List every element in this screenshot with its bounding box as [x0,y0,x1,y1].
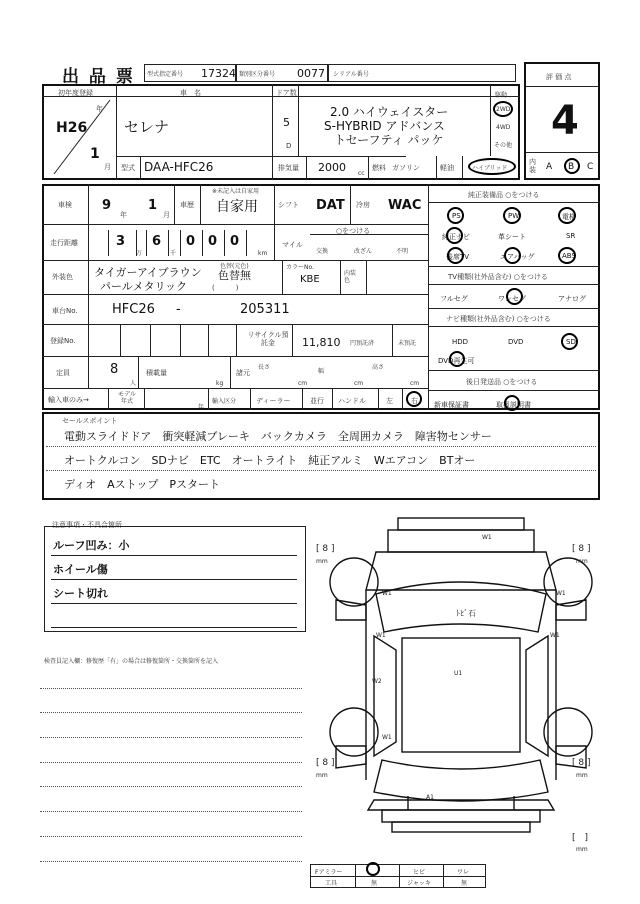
mileage-digit-5: 0 [230,234,240,249]
form-title: 出 品 票 [62,67,135,87]
color-line-2: パールメタリック [100,280,188,293]
mirror-circle [558,207,576,224]
handle-right-circle [406,391,422,407]
airbag-circle [504,247,521,264]
score-box: 評 価 点 4 内装 A B C [524,62,600,180]
mileage-digit-2: 6 [152,234,162,249]
note-1: ルーフ凹み：小 [53,539,130,552]
serial-box: シリアル番号 [328,64,516,82]
door-count: 5 [283,116,290,129]
score-value: 4 [551,98,579,144]
grade-line-2: S-HYBRID アドバンス [324,119,445,133]
vin-dash: - [176,302,181,317]
vehicle-name: セレナ [124,118,170,136]
capacity: 8 [110,362,119,377]
oneseg-circle [506,288,523,305]
note-2: ホイール傷 [53,563,108,576]
drive-2wd-circle [493,101,513,117]
grade-line-3: トセーフティ パッケ [334,133,444,147]
color-number: KBE [300,274,320,285]
air-conditioning: WAC [388,198,422,213]
pw-circle [503,207,521,224]
abs-circle [558,247,576,264]
later-title: 後日発送品 ○をつける [466,378,538,386]
displacement: 2000 [318,161,346,174]
note-3: シート切れ [53,587,108,600]
rear-tv-circle [447,247,464,264]
type-number-box: 型式指定番号 17324 [144,64,236,82]
grade-line-1: 2.0 ハイウェイスター [330,105,449,119]
sales-line-3: ディオ Aストップ Pスタート [64,478,220,491]
navi-circle [446,227,463,244]
vin-prefix: HFC26 [112,302,155,317]
interior-b-circle [564,158,580,174]
type-number: 17324 [201,67,236,80]
factory-title: 純正装備品 ○をつける [468,191,540,199]
model-code: DAA-HFC26 [144,160,214,174]
first-reg-month: 1 [90,146,100,162]
first-reg-year: H26 [56,120,88,136]
shaken-month: 1 [148,198,158,213]
ps-circle [447,207,464,224]
sales-line-2: オートクルコン SDナビ ETC オートライト 純正アルミ Wエアコン BTオー [64,454,476,467]
sales-line-1: 電動スライドドア 衝突軽減ブレーキ バックカメラ 全周囲カメラ 障害物センサー [64,430,492,443]
fuel-hybrid-circle [468,158,516,175]
mileage-digit-1: 3 [116,234,126,249]
manual-circle [504,395,520,411]
shift: DAT [316,198,345,213]
equipment-table: Fアミラー ヒビ ワレ 工具 無 ジャッキ 無 [310,864,486,888]
tv-title: TV種類(社外品含む) ○をつける [448,273,548,281]
usage: 自家用 [216,199,258,215]
dvd-play-circle [449,351,465,367]
mileage-digit-3: 0 [186,234,196,249]
color-change: 色替無 [218,269,251,282]
recycle-fee: 11,810 [302,336,341,349]
fmirror-circle [366,862,380,876]
sd-circle [561,333,578,350]
notes-box [44,526,306,632]
shaken-year: 9 [102,198,112,213]
mileage-digit-4: 0 [208,234,218,249]
vin-number: 205311 [240,302,290,317]
car-diagram [316,510,606,860]
color-line-1: タイガーアイブラウン [94,266,202,279]
navi-title: ナビ種類(社外品含む) ○をつける [446,315,551,323]
class-number: 0077 [297,67,325,80]
class-number-box: 類別区分番号 0077 [236,64,328,82]
